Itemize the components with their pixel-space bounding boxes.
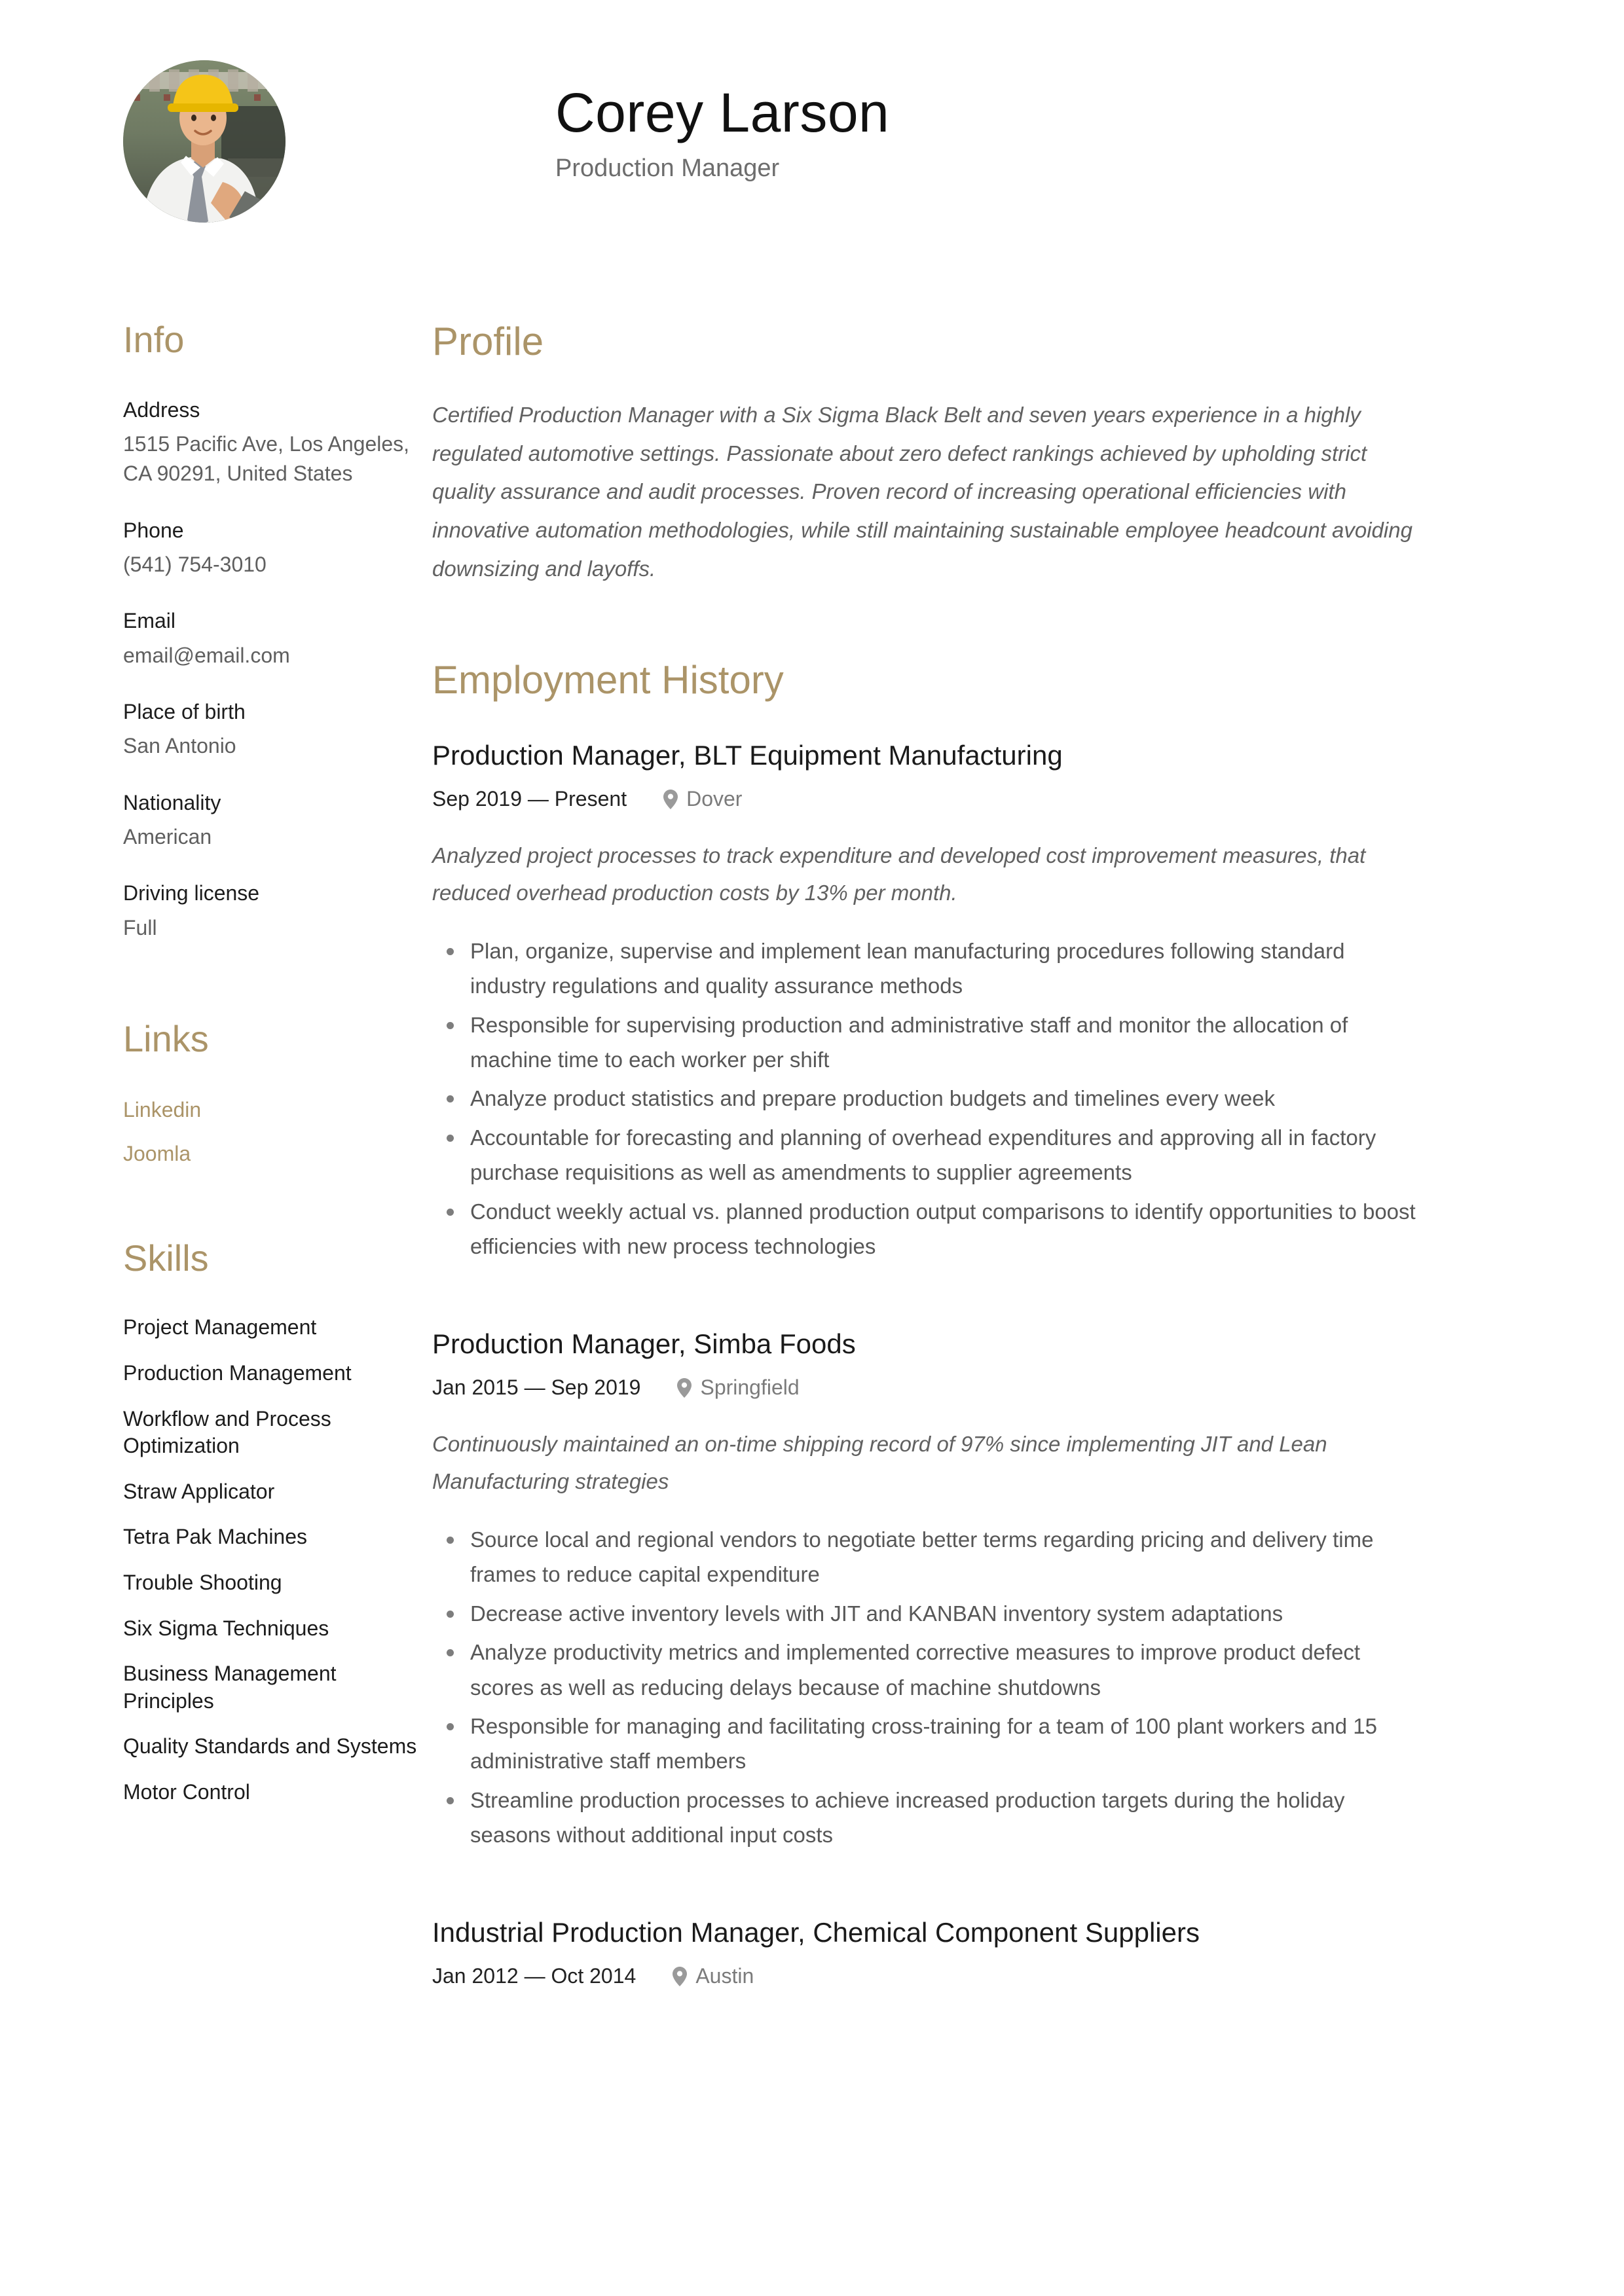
job-title-subtitle: Production Manager <box>555 155 780 182</box>
job-dates: Jan 2012 — Oct 2014 <box>432 1964 637 1988</box>
info-value: San Antonio <box>123 734 236 758</box>
job-bullet: Analyze product statistics and prepare production budgets and timelines every week <box>470 1081 1423 1116</box>
info-item-phone <box>123 517 432 580</box>
skill-item: Tetra Pak Machines <box>123 1525 308 1549</box>
skill-item: Production Management <box>123 1361 352 1385</box>
info-label: Nationality <box>123 790 221 814</box>
info-item-place-of-birth <box>123 698 432 761</box>
profile-section <box>432 321 1539 589</box>
skill-item: Straw Applicator <box>123 1479 275 1503</box>
job-title: Production Manager, BLT Equipment Manufacturing <box>432 739 1063 771</box>
job-bullet: Plan, organize, supervise and implement lean manufacturing procedures following standard industry regulations and quality assurance methods <box>470 934 1423 1004</box>
links-section <box>123 1017 432 1167</box>
job-title: Production Manager, Simba Foods <box>432 1328 856 1359</box>
skill-item: Project Management <box>123 1315 317 1339</box>
job-bullet: Decrease active inventory levels with JIT and KANBAN inventory system adaptations <box>470 1596 1423 1631</box>
info-list <box>123 396 432 943</box>
main-content <box>432 321 1624 1994</box>
job-description: Continuously maintained an on-time shipping record of 97% since implementing JIT and Lean Manufacturing strategies <box>432 1432 1327 1493</box>
avatar <box>123 60 286 223</box>
skills-list <box>123 1314 432 1806</box>
skills-heading: Skills <box>123 1237 209 1279</box>
skill-item: Workflow and Process Optimization <box>123 1406 331 1458</box>
links-list <box>123 1097 432 1167</box>
links-heading: Links <box>123 1017 209 1059</box>
location-pin-icon <box>663 790 678 809</box>
job-dates: Jan 2015 — Sep 2019 <box>432 1376 641 1400</box>
job-meta <box>432 1376 1539 1400</box>
job-location <box>663 787 742 811</box>
skill-item: Six Sigma Techniques <box>123 1616 329 1640</box>
info-item-nationality <box>123 789 432 852</box>
resume-header <box>0 0 1624 282</box>
info-value: American <box>123 824 212 848</box>
job-bullet: Responsible for managing and facilitating cross-training for a team of 100 plant workers and 15 administrative staff members <box>470 1709 1423 1779</box>
link-linkedin[interactable]: Linkedin <box>123 1097 202 1121</box>
employment-history-heading: Employment History <box>432 657 784 702</box>
skill-item: Motor Control <box>123 1780 250 1804</box>
location-pin-icon <box>673 1967 687 1986</box>
job-city: Dover <box>686 787 743 811</box>
job-bullet: Responsible for supervising production and administrative staff and monitor the allocation of machine time to each worker per shift <box>470 1008 1423 1078</box>
info-label: Place of birth <box>123 700 246 724</box>
job-bullets <box>432 1522 1539 1853</box>
job-dates: Sep 2019 — Present <box>432 787 627 811</box>
job-entry <box>432 1916 1539 1989</box>
info-item-address <box>123 396 432 489</box>
employment-history-section <box>432 659 1539 1989</box>
profile-text: Certified Production Manager with a Six Sigma Black Belt and seven years experience in a highly regulated automotive settings. Passionate about zero defect rankings achieved by upholding strict quality assurance and audit processes. Proven record of increasing operational efficiencies with innovative automation methodologies, while still maintaining sustainable employee headcount avoiding downsizing and layoffs. <box>432 403 1412 581</box>
job-description: Analyzed project processes to track expenditure and developed cost improvement measures, that reduced overhead production costs by 13% per month. <box>432 843 1366 905</box>
job-entry <box>432 738 1539 1264</box>
job-bullet: Analyze productivity metrics and implemented corrective measures to improve product defect scores as well as reducing delays because of machine shutdowns <box>470 1635 1423 1705</box>
link-joomla[interactable]: Joomla <box>123 1141 191 1165</box>
info-label: Driving license <box>123 881 260 905</box>
job-bullets <box>432 934 1539 1264</box>
job-city: Springfield <box>700 1376 800 1400</box>
job-bullet: Accountable for forecasting and planning of overhead expenditures and approving all in factory purchase requisitions as well as amendments to supplier agreements <box>470 1120 1423 1190</box>
job-bullet: Conduct weekly actual vs. planned production output comparisons to identify opportunities to boost efficiencies with new process technologies <box>470 1194 1423 1264</box>
page-title: Corey Larson <box>555 82 890 143</box>
skill-item: Trouble Shooting <box>123 1571 282 1595</box>
job-location <box>677 1376 799 1400</box>
info-item-driving-license <box>123 879 432 943</box>
info-value: (541) 754-3010 <box>123 553 267 577</box>
content-columns <box>0 321 1624 1994</box>
header-text-block <box>555 82 890 183</box>
job-city: Austin <box>695 1964 754 1988</box>
info-section <box>123 321 432 943</box>
job-entry <box>432 1327 1539 1853</box>
info-heading: Info <box>123 319 185 360</box>
jobs-list <box>432 738 1539 1989</box>
info-label: Phone <box>123 518 184 542</box>
job-meta <box>432 787 1539 811</box>
skills-section <box>123 1239 432 1806</box>
skill-item: Business Management Principles <box>123 1662 337 1713</box>
skill-item: Quality Standards and Systems <box>123 1734 417 1758</box>
info-value: email@email.com <box>123 643 290 667</box>
job-bullet: Streamline production processes to achieve increased production targets during the holiday seasons without additional input costs <box>470 1783 1423 1853</box>
info-label: Address <box>123 397 200 422</box>
sidebar <box>0 321 432 1994</box>
job-bullet: Source local and regional vendors to negotiate better terms regarding pricing and delivery time frames to reduce capital expenditure <box>470 1522 1423 1592</box>
job-meta <box>432 1964 1539 1988</box>
job-title: Industrial Production Manager, Chemical Component Suppliers <box>432 1916 1200 1948</box>
info-item-email <box>123 607 432 670</box>
avatar-photo-icon <box>123 60 286 223</box>
info-label: Email <box>123 609 176 633</box>
info-value: 1515 Pacific Ave, Los Angeles, CA 90291, United States <box>123 431 410 486</box>
profile-heading: Profile <box>432 319 544 363</box>
location-pin-icon <box>677 1378 692 1398</box>
info-value: Full <box>123 915 157 939</box>
job-location <box>673 1964 754 1988</box>
